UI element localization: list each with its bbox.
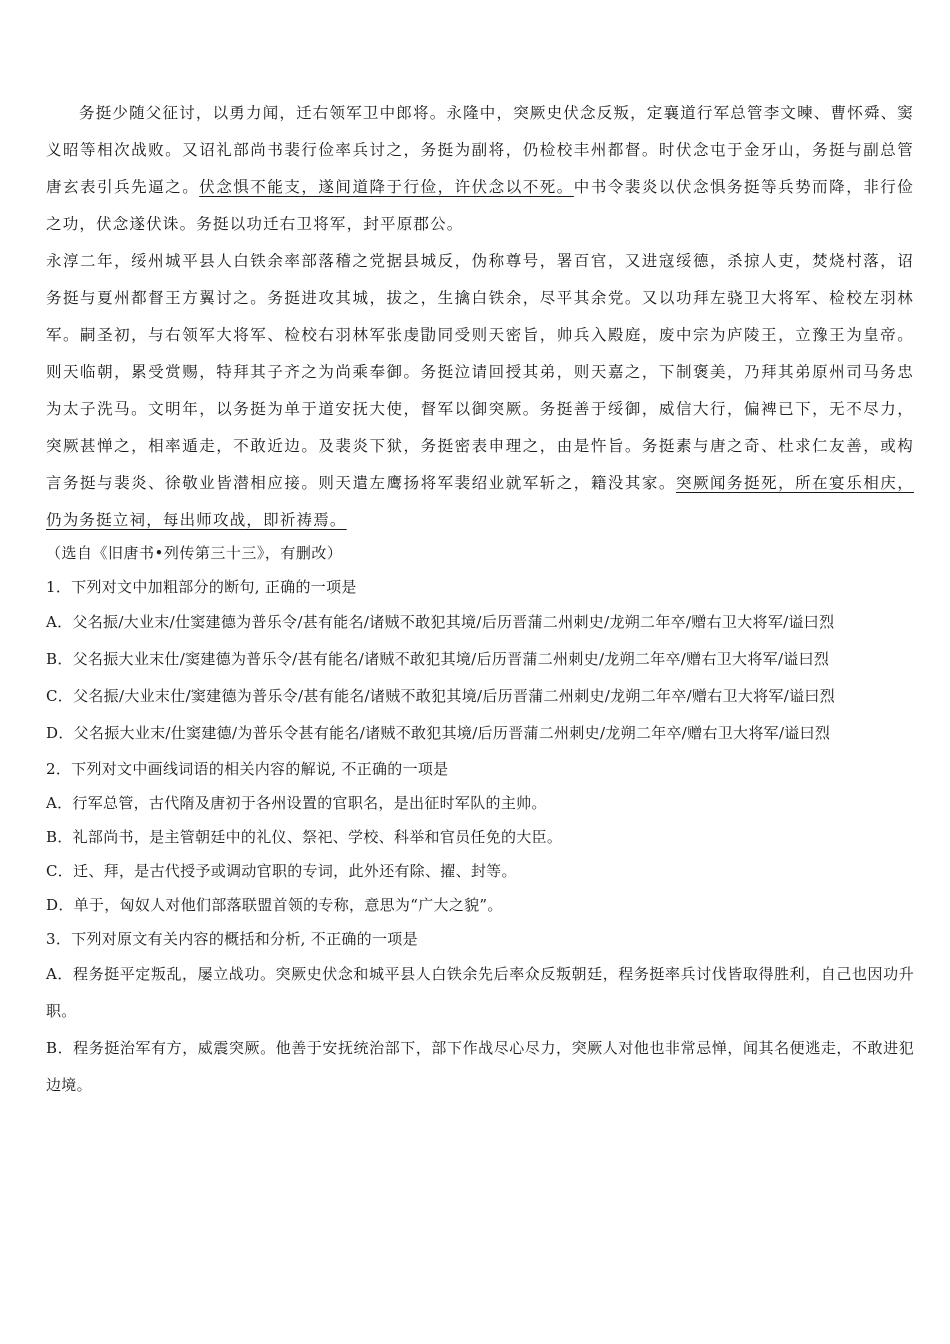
answer-option: A．父名振/大业末/仕窦建德为普乐令/甚有能名/诸贼不敢犯其境/后历晋蒲二州刺史/龙朔二年卒/赠右卫大将军/谥曰烈 [46,613,835,631]
answer-option: A．程务挺平定叛乱，屡立战功。突厥史伏念和城平县人白铁余先后率众反叛朝廷，程务挺率兵讨伐皆取得胜利，自己也因功升职。 [46,965,914,1020]
answer-option: A．行军总管，古代隋及唐初于各州设置的官职名，是出征时军队的主帅。 [46,794,547,812]
answer-option: C．迁、拜，是古代授予或调动官职的专词，此外还有除、擢、封等。 [46,862,517,880]
answer-option: D．单于，匈奴人对他们部落联盟首领的专称，意思为“广大之貌”。 [46,896,503,914]
source-citation: （选自《旧唐书•列传第三十三》，有删改） [46,544,343,562]
passage-paragraph-2 [46,243,914,539]
passage-text: 中书令裴炎以伏念惧务挺等兵势而降，非行俭之功，伏念遂伏诛。务挺以功迁右卫将军，封平原郡公。 [46,178,914,233]
classical-passage [46,95,914,539]
underlined-sentence: 突厥闻务挺死，所在宴乐相庆，仍为务挺立祠，每出师攻战，即祈祷焉。 [46,474,914,529]
underlined-sentence: 伏念惧不能支，遂间道降于行俭，许伏念以不死。 [199,178,574,196]
question-list [46,570,914,1104]
answer-option: D．父名振大业末/仕窦建德/为普乐令甚有能名/诸贼不敢犯其境/后历晋蒲二州刺史/龙朔二年卒/赠右卫大将军/谥曰烈 [46,724,831,742]
question-stem: 3．下列对原文有关内容的概括和分析, 不正确的一项是 [46,930,418,948]
answer-option: B．程务挺治军有方，威震突厥。他善于安抚统治部下，部下作战尽心尽力，突厥人对他也非常忌惮，闻其名便逃走，不敢进犯边境。 [46,1039,915,1094]
question-stem: 1．下列对文中加粗部分的断句, 正确的一项是 [46,578,357,596]
passage-text: 永淳二年，绥州城平县人白铁余率部落稽之党据县城反，伪称尊号，署百官，又进寇绥德，杀掠人吏，焚烧村落，诏务挺与夏州都督王方翼讨之。务挺进攻其城，拔之，生擒白铁余，尽平其余党。又以功拜左骁卫大将军、检校左羽林军。嗣圣初，与右领军大将军、检校右羽林军张虔勖同受则天密旨，帅兵入殿庭，废中宗为庐陵王，立豫王为皇帝。则天临朝，累受赏赐，特拜其子齐之为尚乘奉御。务挺泣请回授其弟，则天嘉之，下制褒美，乃拜其弟原州司马务忠为太子洗马。文明年，以务挺为单于道安抚大使，督军以御突厥。务挺善于绥御，威信大行，偏裨已下，无不尽力，突厥甚惮之，相率遁走，不敢近边。及裴炎下狱，务挺密表申理之，由是忤旨。务挺素与唐之奇、杜求仁友善，或构言务挺与裴炎、徐敬业皆潜相应接。则天遣左鹰扬将军裴绍业就军斩之，籍没其家。 [46,252,914,492]
passage-text: 务挺少随父征讨，以勇力闻，迁右领军卫中郎将。永隆中，突厥史伏念反叛，定襄道行军总管李文暕、曹怀舜、窦义昭等相次战败。又诏礼部尚书裴行俭率兵讨之，务挺为副将，仍检校丰州都督。时伏念屯于金牙山，务挺与副总管唐玄表引兵先逼之。 [46,104,915,196]
question-stem: 2．下列对文中画线词语的相关内容的解说, 不正确的一项是 [46,760,449,778]
answer-option: B．礼部尚书，是主管朝廷中的礼仪、祭祀、学校、科举和官员任免的大臣。 [46,828,563,846]
answer-option: B．父名振大业末仕/窦建德为普乐令/甚有能名/诸贼不敢犯其境/后历晋蒲二州刺史/龙朔二年卒/赠右卫大将军/谥曰烈 [46,650,830,668]
answer-option: C．父名振/大业末仕/窦建德为普乐令/甚有能名/诸贼不敢犯其境/后历晋蒲二州刺史/龙朔二年卒/赠右卫大将军/谥曰烈 [46,687,836,705]
passage-paragraph-1 [46,95,914,243]
